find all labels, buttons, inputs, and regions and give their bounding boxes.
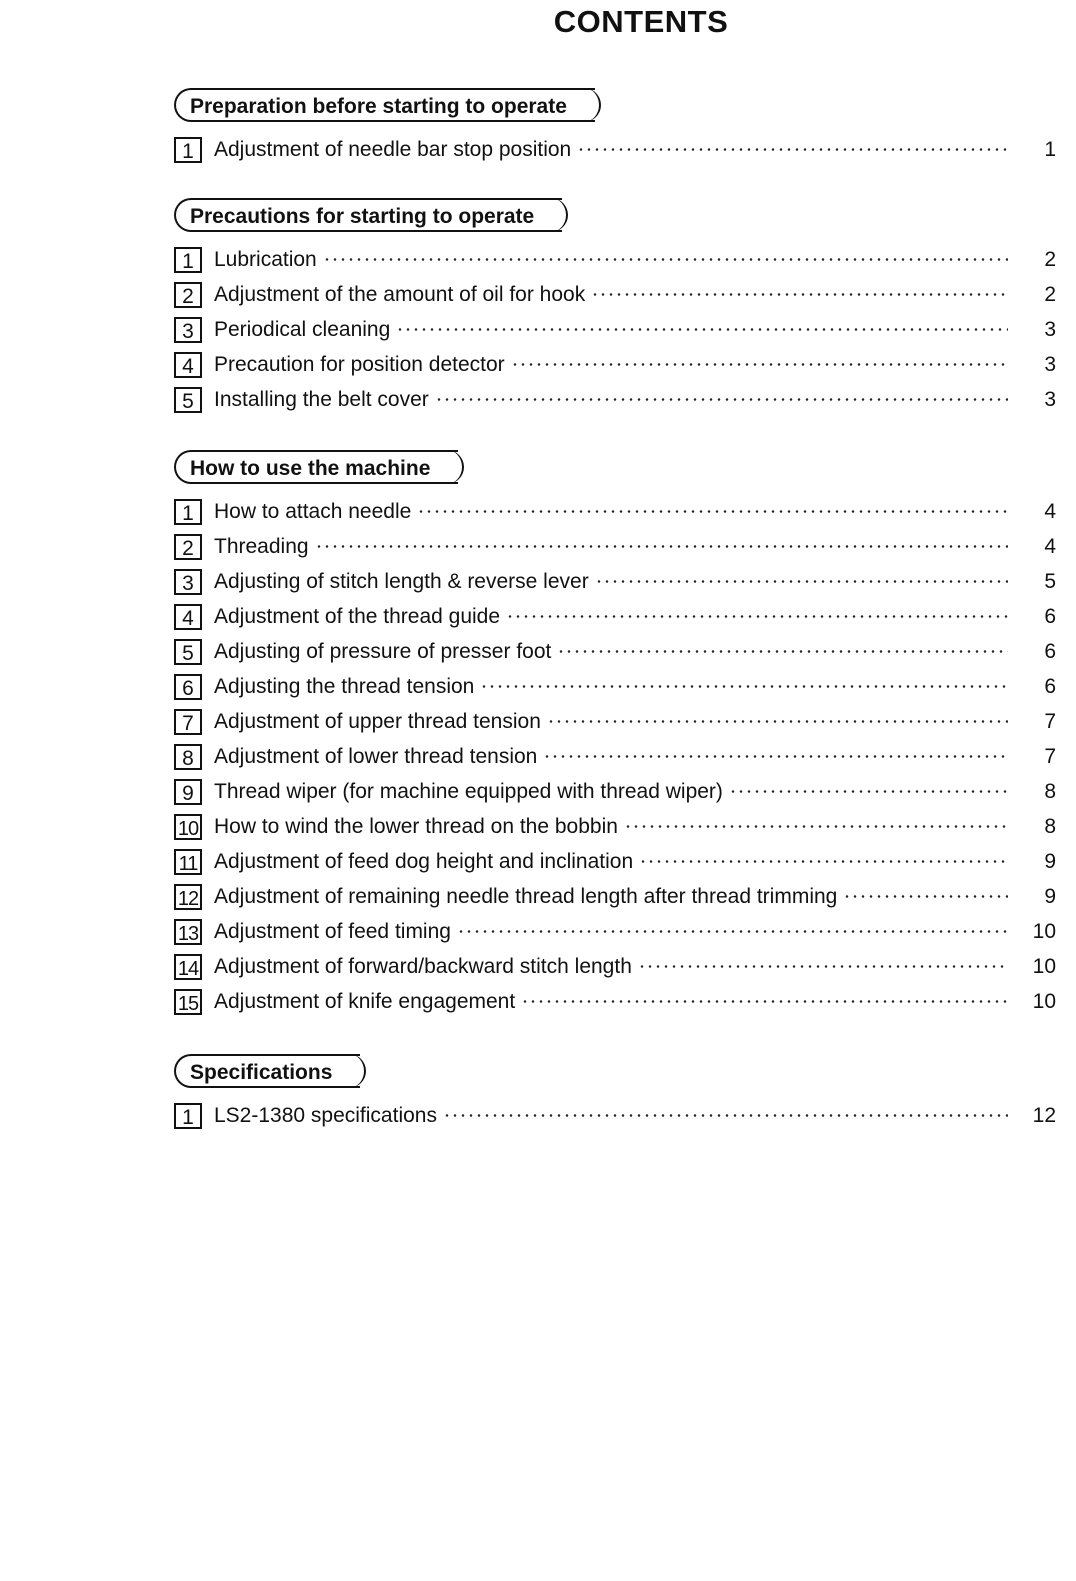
dot-leader [457, 930, 1008, 933]
entry-page: 12 [1032, 1103, 1056, 1127]
entry-page: 3 [1044, 387, 1056, 411]
section-heading: Preparation before starting to operate [174, 88, 595, 122]
dot-leader [511, 363, 1008, 366]
section-heading: Precautions for starting to operate [174, 198, 562, 232]
entry-page: 8 [1044, 814, 1056, 838]
entry-number: 1 [174, 137, 202, 163]
toc-entry[interactable] [174, 312, 1056, 347]
entry-number: 3 [174, 317, 202, 343]
entry-number: 9 [174, 779, 202, 805]
entry-title: How to wind the lower thread on the bobbin [214, 814, 618, 838]
entry-title: Adjustment of needle bar stop position [214, 137, 572, 161]
dot-leader [557, 650, 1008, 653]
entry-number: 13 [174, 919, 202, 945]
toc-entry[interactable] [174, 844, 1056, 879]
toc-entry[interactable] [174, 774, 1056, 809]
toc-entry[interactable] [174, 277, 1056, 312]
entry-number: 1 [174, 247, 202, 273]
toc-entry[interactable] [174, 1098, 1056, 1133]
entry-list [174, 242, 1056, 417]
toc-entry[interactable] [174, 564, 1056, 599]
dot-leader [543, 755, 1008, 758]
entry-number: 6 [174, 674, 202, 700]
entry-number: 1 [174, 1103, 202, 1129]
entry-title: Adjustment of remaining needle thread length after thread trimming [214, 884, 838, 908]
entry-page: 1 [1044, 137, 1056, 161]
entry-page: 6 [1044, 674, 1056, 698]
toc-entry[interactable] [174, 879, 1056, 914]
dot-leader [315, 545, 1008, 548]
dot-leader [577, 148, 1008, 151]
entry-page: 7 [1044, 709, 1056, 733]
dot-leader [396, 328, 1008, 331]
entry-number: 5 [174, 639, 202, 665]
toc-entry[interactable] [174, 242, 1056, 277]
entry-title: Installing the belt cover [214, 387, 429, 411]
dot-leader [521, 1000, 1008, 1003]
entry-title: Threading [214, 534, 309, 558]
entry-number: 4 [174, 604, 202, 630]
section-heading: How to use the machine [174, 450, 458, 484]
entry-title: How to attach needle [214, 499, 412, 523]
page-title: CONTENTS [553, 4, 729, 39]
toc-entry[interactable] [174, 809, 1056, 844]
entry-title: LS2-1380 specifications [214, 1103, 437, 1127]
entry-title: Thread wiper (for machine equipped with thread wiper) [214, 779, 723, 803]
entry-title: Precaution for position detector [214, 352, 505, 376]
entry-title: Adjustment of feed dog height and inclination [214, 849, 634, 873]
toc-entry[interactable] [174, 984, 1056, 1019]
dot-leader [417, 510, 1008, 513]
dot-leader [480, 685, 1008, 688]
entry-page: 8 [1044, 779, 1056, 803]
entry-page: 2 [1044, 282, 1056, 306]
entry-number: 4 [174, 352, 202, 378]
toc-entry[interactable] [174, 739, 1056, 774]
entry-page: 10 [1032, 919, 1056, 943]
entry-title: Lubrication [214, 247, 317, 271]
dot-leader [843, 895, 1008, 898]
entry-title: Adjustment of the thread guide [214, 604, 501, 628]
entry-title: Periodical cleaning [214, 317, 391, 341]
section-specifications [174, 1054, 1056, 1133]
dot-leader [638, 965, 1008, 968]
entry-list [174, 1098, 1056, 1133]
toc-entry[interactable] [174, 634, 1056, 669]
toc-entry[interactable] [174, 669, 1056, 704]
entry-page: 7 [1044, 744, 1056, 768]
entry-number: 14 [174, 954, 202, 980]
toc-entry[interactable] [174, 132, 1056, 167]
toc-entry[interactable] [174, 704, 1056, 739]
entry-title: Adjustment of the amount of oil for hook [214, 282, 586, 306]
toc-entry[interactable] [174, 914, 1056, 949]
entry-number: 10 [174, 814, 202, 840]
entry-page: 9 [1044, 849, 1056, 873]
entry-title: Adjusting of stitch length & reverse lever [214, 569, 589, 593]
dot-leader [639, 860, 1008, 863]
section-heading: Specifications [174, 1054, 360, 1088]
entry-page: 3 [1044, 317, 1056, 341]
dot-leader [591, 293, 1008, 296]
entry-page: 10 [1032, 954, 1056, 978]
entry-number: 11 [174, 849, 202, 875]
section-preparation [174, 88, 1056, 167]
entry-number: 8 [174, 744, 202, 770]
entry-page: 4 [1044, 499, 1056, 523]
dot-leader [443, 1114, 1008, 1117]
section-precautions [174, 198, 1056, 417]
entry-title: Adjustment of feed timing [214, 919, 451, 943]
toc-entry[interactable] [174, 529, 1056, 564]
section-how-to-use [174, 450, 1056, 1019]
entry-number: 15 [174, 989, 202, 1015]
entry-number: 3 [174, 569, 202, 595]
dot-leader [547, 720, 1008, 723]
dot-leader [435, 398, 1008, 401]
entry-title: Adjustment of upper thread tension [214, 709, 541, 733]
entry-list [174, 494, 1056, 1019]
entry-page: 6 [1044, 604, 1056, 628]
entry-page: 4 [1044, 534, 1056, 558]
entry-page: 2 [1044, 247, 1056, 271]
entry-page: 10 [1032, 989, 1056, 1013]
toc-entry[interactable] [174, 382, 1056, 417]
dot-leader [624, 825, 1008, 828]
entry-title: Adjustment of knife engagement [214, 989, 516, 1013]
entry-page: 5 [1044, 569, 1056, 593]
dot-leader [729, 790, 1008, 793]
entry-number: 5 [174, 387, 202, 413]
entry-page: 6 [1044, 639, 1056, 663]
toc-entry[interactable] [174, 599, 1056, 634]
dot-leader [506, 615, 1008, 618]
entry-list [174, 132, 1056, 167]
entry-number: 2 [174, 282, 202, 308]
entry-title: Adjusting the thread tension [214, 674, 475, 698]
entry-number: 7 [174, 709, 202, 735]
entry-page: 3 [1044, 352, 1056, 376]
toc-entry[interactable] [174, 347, 1056, 382]
entry-number: 1 [174, 499, 202, 525]
toc-entry[interactable] [174, 494, 1056, 529]
toc-entry[interactable] [174, 949, 1056, 984]
entry-page: 9 [1044, 884, 1056, 908]
dot-leader [595, 580, 1008, 583]
entry-number: 12 [174, 884, 202, 910]
entry-title: Adjustment of forward/backward stitch length [214, 954, 632, 978]
entry-number: 2 [174, 534, 202, 560]
entry-title: Adjusting of pressure of presser foot [214, 639, 552, 663]
entry-title: Adjustment of lower thread tension [214, 744, 538, 768]
dot-leader [323, 258, 1008, 261]
